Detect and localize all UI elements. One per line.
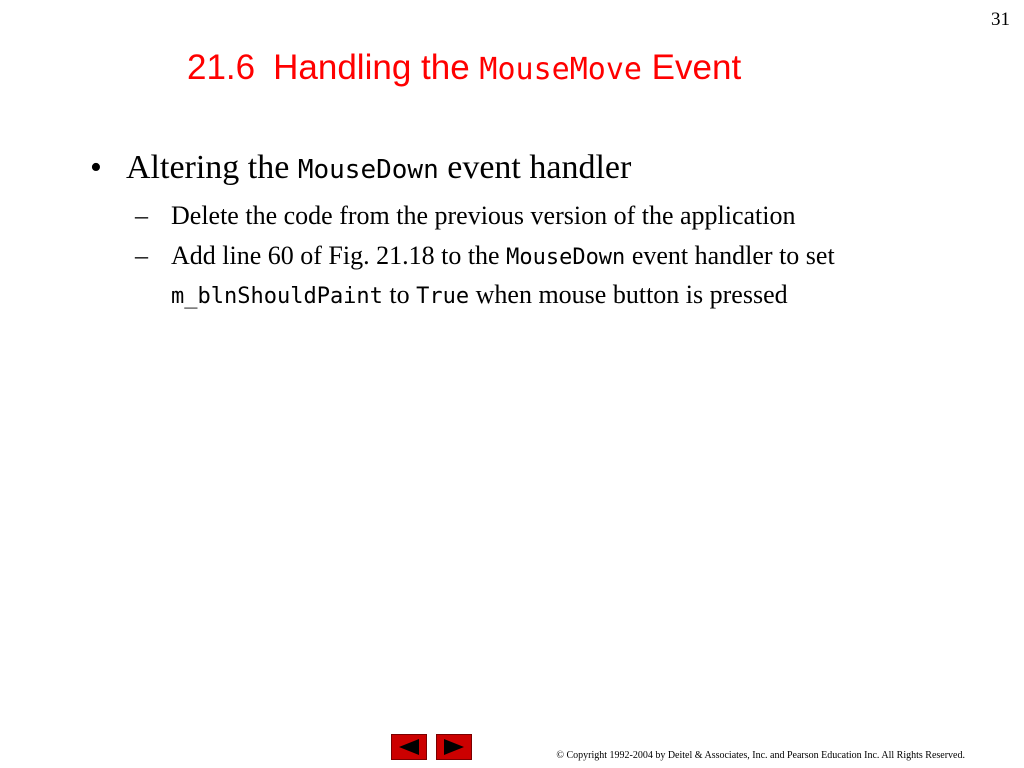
- sub-bullet-code: MouseDown: [506, 245, 626, 270]
- sub-bullet-text: [171, 237, 941, 315]
- sub-bullet-item: [135, 237, 960, 315]
- left-arrow-icon: [397, 738, 421, 756]
- section-number: 21.6: [187, 48, 256, 87]
- title-text-before: Handling the: [273, 48, 480, 87]
- slide-content: [90, 148, 960, 318]
- sub-bullet-marker: –: [135, 241, 148, 270]
- sub-bullet-text-part: Add line 60 of Fig. 21.18 to the: [171, 241, 507, 270]
- bullet-marker: •: [90, 149, 102, 186]
- sub-bullet-list: [135, 197, 960, 315]
- title-code: MouseMove: [479, 52, 642, 87]
- sub-bullet-text: Delete the code from the previous version of the application: [171, 201, 796, 230]
- sub-bullet-code: m_blnShouldPaint: [171, 284, 383, 309]
- page-number: 31: [991, 9, 1010, 30]
- sub-bullet-text-part: event handler to set: [625, 241, 835, 270]
- copyright-notice: © Copyright 1992-2004 by Deitel & Associates, Inc. and Pearson Education Inc. All Rights Reserved.: [556, 750, 965, 761]
- slide-navigation: [391, 734, 472, 760]
- title-text-after: Event: [641, 48, 742, 87]
- sub-bullet-text-part: to: [382, 280, 417, 309]
- previous-slide-button[interactable]: [391, 734, 427, 760]
- bullet-text: [126, 148, 631, 190]
- sub-bullet-code: True: [416, 284, 470, 309]
- bullet-item: [90, 148, 960, 190]
- bullet-code: MouseDown: [297, 155, 439, 185]
- sub-bullet-text-part: when mouse button is pressed: [469, 280, 788, 309]
- sub-bullet-item: [135, 197, 960, 234]
- sub-bullet-marker: –: [135, 201, 148, 230]
- right-arrow-icon: [442, 738, 466, 756]
- bullet-text-before: Altering the: [126, 149, 298, 186]
- bullet-text-after: event handler: [438, 149, 632, 186]
- next-slide-button[interactable]: [436, 734, 472, 760]
- slide-title: [187, 48, 741, 88]
